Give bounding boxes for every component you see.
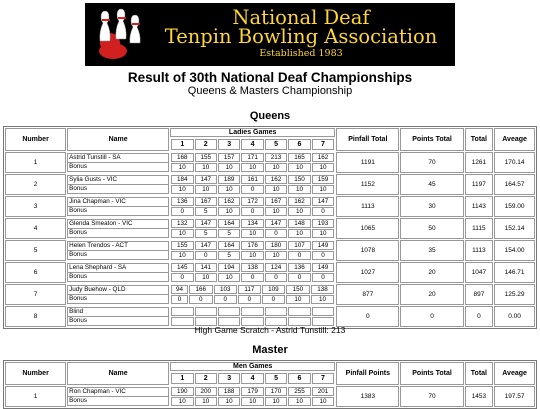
game-bonus: 5 bbox=[195, 229, 217, 238]
game-score: 180 bbox=[265, 241, 287, 250]
banner-title-line1: National Deaf bbox=[232, 6, 370, 29]
game-number: 6 bbox=[288, 139, 310, 150]
pinfall-value: 1152 bbox=[336, 174, 399, 195]
high-game-note: High Game Scratch - Astrid Tunstill: 213 bbox=[194, 325, 346, 335]
table-row bbox=[5, 174, 535, 195]
game-score: 161 bbox=[241, 175, 263, 184]
col-total-header: Total bbox=[465, 128, 494, 151]
game-score: 162 bbox=[218, 197, 240, 206]
total-value: 1453 bbox=[465, 386, 494, 407]
game-score: 167 bbox=[265, 197, 287, 206]
game-bonus: 0 bbox=[265, 229, 287, 238]
bowler-name: Helen Trendos - ACT bbox=[68, 242, 169, 251]
col-number-header: Number bbox=[5, 128, 66, 151]
game-bonus: 10 bbox=[288, 185, 310, 194]
points-value: 50 bbox=[400, 218, 463, 239]
col-name-header: Name bbox=[67, 362, 169, 385]
game-bonus: 0 bbox=[171, 273, 193, 282]
game-bonus: 10 bbox=[195, 397, 217, 406]
game-number: 3 bbox=[218, 373, 240, 384]
game-bonus: 10 bbox=[195, 273, 217, 282]
page-subtitle: Queens & Masters Championship bbox=[187, 85, 353, 97]
col-number-header: Number bbox=[5, 362, 66, 385]
bonus-label: Bonus bbox=[68, 251, 169, 260]
game-score: 149 bbox=[312, 241, 335, 250]
points-value: 20 bbox=[400, 262, 463, 283]
points-value: 70 bbox=[400, 152, 463, 173]
bonus-label: Bonus bbox=[68, 317, 169, 326]
pinfall-value: 1027 bbox=[336, 262, 399, 283]
game-bonus: 10 bbox=[171, 163, 193, 172]
row-number: 1 bbox=[5, 386, 66, 407]
game-bonus: 0 bbox=[189, 295, 213, 304]
game-score: 168 bbox=[171, 153, 193, 162]
bowler-name: Blind bbox=[68, 308, 169, 317]
pinfall-value: 877 bbox=[336, 284, 399, 305]
game-bonus: 10 bbox=[241, 397, 263, 406]
bonus-label: Bonus bbox=[68, 163, 169, 172]
bowler-name: Ron Chapman - VIC bbox=[68, 388, 169, 397]
game-bonus: 10 bbox=[312, 397, 335, 406]
game-bonus: 5 bbox=[218, 251, 240, 260]
game-bonus: 10 bbox=[288, 207, 310, 216]
game-bonus: 10 bbox=[171, 185, 193, 194]
game-score: 255 bbox=[288, 387, 310, 396]
game-bonus: 10 bbox=[312, 163, 335, 172]
game-number: 5 bbox=[265, 373, 287, 384]
game-bonus: 5 bbox=[195, 207, 217, 216]
game-bonus: 10 bbox=[195, 185, 217, 194]
game-bonus: 10 bbox=[312, 185, 335, 194]
game-score bbox=[288, 307, 310, 316]
table-row bbox=[5, 218, 535, 239]
game-bonus: 0 bbox=[288, 251, 310, 260]
pinfall-value: 1383 bbox=[336, 386, 399, 407]
average-value: 0.00 bbox=[494, 306, 535, 327]
game-number: 1 bbox=[171, 139, 193, 150]
banner-title-line2: Tenpin Bowling Association bbox=[164, 25, 438, 48]
bowler-name: Judy Buehow - QLD bbox=[68, 286, 169, 295]
game-score: 164 bbox=[218, 241, 240, 250]
game-bonus: 10 bbox=[312, 229, 335, 238]
points-value: 30 bbox=[400, 196, 463, 217]
bowler-name: Jina Chapman - VIC bbox=[68, 198, 169, 207]
game-bonus: 0 bbox=[312, 251, 335, 260]
banner-established: Established 1983 bbox=[259, 48, 343, 59]
bonus-label: Bonus bbox=[68, 229, 169, 238]
game-bonus: 0 bbox=[312, 273, 335, 282]
game-bonus: 10 bbox=[241, 251, 263, 260]
game-score: 172 bbox=[241, 197, 263, 206]
table-row bbox=[5, 196, 535, 217]
total-value: 1047 bbox=[465, 262, 494, 283]
game-number: 6 bbox=[288, 373, 310, 384]
table-row bbox=[5, 262, 535, 283]
bowler-name: Sylia Gusts - VIC bbox=[68, 176, 169, 185]
game-bonus: 10 bbox=[288, 229, 310, 238]
game-number: 2 bbox=[195, 373, 217, 384]
average-value: 146.71 bbox=[494, 262, 535, 283]
game-score: 134 bbox=[241, 219, 263, 228]
total-value: 1113 bbox=[465, 240, 494, 261]
average-value: 197.57 bbox=[494, 386, 535, 407]
table-row bbox=[5, 284, 535, 305]
game-score: 103 bbox=[214, 285, 238, 294]
game-bonus: 10 bbox=[311, 295, 335, 304]
game-score: 155 bbox=[171, 241, 193, 250]
total-value: 897 bbox=[465, 284, 494, 305]
table-row bbox=[5, 240, 535, 261]
game-score: 164 bbox=[218, 219, 240, 228]
game-score: 179 bbox=[241, 387, 263, 396]
points-value: 0 bbox=[400, 306, 463, 327]
game-number: 7 bbox=[312, 139, 335, 150]
queens-results-table bbox=[3, 126, 537, 329]
master-heading: Master bbox=[252, 344, 288, 356]
game-score: 213 bbox=[265, 153, 287, 162]
game-score bbox=[241, 307, 263, 316]
pinfall-value: 0 bbox=[336, 306, 399, 327]
game-score: 157 bbox=[218, 153, 240, 162]
pinfall-value: 1078 bbox=[336, 240, 399, 261]
bowler-name: Lena Shephard - SA bbox=[68, 264, 169, 273]
points-value: 45 bbox=[400, 174, 463, 195]
game-score: 107 bbox=[288, 241, 310, 250]
game-score: 147 bbox=[195, 241, 217, 250]
game-score: 148 bbox=[288, 219, 310, 228]
col-points-header: Points Total bbox=[400, 128, 463, 151]
game-score bbox=[265, 307, 287, 316]
game-bonus: 10 bbox=[265, 185, 287, 194]
game-bonus: 10 bbox=[171, 397, 193, 406]
game-score: 138 bbox=[311, 285, 335, 294]
game-bonus: 5 bbox=[218, 229, 240, 238]
game-score: 145 bbox=[171, 263, 193, 272]
average-value: 125.29 bbox=[494, 284, 535, 305]
game-number: 7 bbox=[312, 373, 335, 384]
game-score: 171 bbox=[241, 153, 263, 162]
game-bonus: 10 bbox=[286, 295, 310, 304]
average-value: 170.14 bbox=[494, 152, 535, 173]
bonus-label: Bonus bbox=[68, 273, 169, 282]
total-value: 1143 bbox=[465, 196, 494, 217]
pinfall-value: 1191 bbox=[336, 152, 399, 173]
game-score: 162 bbox=[265, 175, 287, 184]
game-bonus: 0 bbox=[195, 251, 217, 260]
game-score: 147 bbox=[195, 175, 217, 184]
game-bonus: 0 bbox=[171, 207, 193, 216]
game-score: 193 bbox=[312, 219, 335, 228]
average-value: 154.00 bbox=[494, 240, 535, 261]
row-number: 2 bbox=[5, 174, 66, 195]
bowling-pins-icon bbox=[91, 7, 149, 63]
game-number: 4 bbox=[241, 139, 263, 150]
page-title: Result of 30th National Deaf Championships bbox=[127, 70, 413, 85]
table-row bbox=[5, 386, 535, 407]
bonus-label: Bonus bbox=[68, 397, 169, 406]
game-score: 165 bbox=[288, 153, 310, 162]
total-value: 0 bbox=[465, 306, 494, 327]
game-bonus: 0 bbox=[241, 273, 263, 282]
game-score: 141 bbox=[195, 263, 217, 272]
row-number: 8 bbox=[5, 306, 66, 327]
game-score: 176 bbox=[241, 241, 263, 250]
game-number: 5 bbox=[265, 139, 287, 150]
game-score: 109 bbox=[262, 285, 286, 294]
game-score: 150 bbox=[288, 175, 310, 184]
game-score: 147 bbox=[195, 219, 217, 228]
game-bonus: 10 bbox=[288, 163, 310, 172]
game-score: 138 bbox=[241, 263, 263, 272]
game-bonus: 10 bbox=[241, 163, 263, 172]
col-games-header: Men Games bbox=[233, 363, 273, 370]
game-score: 162 bbox=[312, 153, 335, 162]
game-bonus: 10 bbox=[218, 185, 240, 194]
row-number: 5 bbox=[5, 240, 66, 261]
col-pinfall-header: Pinfall Total bbox=[336, 128, 399, 151]
game-score bbox=[218, 307, 240, 316]
game-score: 170 bbox=[265, 387, 287, 396]
total-value: 1197 bbox=[465, 174, 494, 195]
table-row bbox=[5, 306, 535, 327]
game-bonus: 10 bbox=[218, 397, 240, 406]
game-bonus: 0 bbox=[265, 273, 287, 282]
game-number: 2 bbox=[195, 139, 217, 150]
row-number: 7 bbox=[5, 284, 66, 305]
game-bonus: 10 bbox=[171, 251, 193, 260]
game-score bbox=[195, 307, 217, 316]
game-score: 136 bbox=[288, 263, 310, 272]
game-bonus: 0 bbox=[171, 295, 188, 304]
game-score: 162 bbox=[288, 197, 310, 206]
row-number: 1 bbox=[5, 152, 66, 173]
average-value: 152.14 bbox=[494, 218, 535, 239]
points-value: 20 bbox=[400, 284, 463, 305]
master-results-table bbox=[3, 360, 537, 409]
game-score: 167 bbox=[195, 197, 217, 206]
pinfall-value: 1113 bbox=[336, 196, 399, 217]
total-value: 1261 bbox=[465, 152, 494, 173]
pinfall-value: 1065 bbox=[336, 218, 399, 239]
bowler-name: Glenda Smeaton - VIC bbox=[68, 220, 169, 229]
col-name-header: Name bbox=[67, 128, 169, 151]
row-number: 4 bbox=[5, 218, 66, 239]
bonus-label: Bonus bbox=[68, 295, 169, 304]
game-score bbox=[171, 307, 193, 316]
game-bonus: 10 bbox=[265, 397, 287, 406]
game-bonus: 10 bbox=[241, 229, 263, 238]
queens-heading: Queens bbox=[249, 110, 291, 122]
game-bonus: 10 bbox=[265, 163, 287, 172]
average-value: 159.00 bbox=[494, 196, 535, 217]
game-score: 201 bbox=[312, 387, 335, 396]
col-pinfall-header: Pinfall Points bbox=[336, 362, 399, 385]
game-bonus: 10 bbox=[218, 273, 240, 282]
game-score: 94 bbox=[171, 285, 188, 294]
game-score: 189 bbox=[218, 175, 240, 184]
game-bonus: 10 bbox=[218, 163, 240, 172]
table-row bbox=[5, 152, 535, 173]
game-score: 124 bbox=[265, 263, 287, 272]
game-score bbox=[312, 307, 335, 316]
game-score: 147 bbox=[265, 219, 287, 228]
col-games-header: Ladies Games bbox=[228, 129, 277, 136]
game-score: 155 bbox=[195, 153, 217, 162]
bonus-label: Bonus bbox=[68, 185, 169, 194]
col-points-header: Points Total bbox=[400, 362, 463, 385]
game-score: 117 bbox=[238, 285, 261, 294]
total-value: 1115 bbox=[465, 218, 494, 239]
game-score: 147 bbox=[312, 197, 335, 206]
game-score: 150 bbox=[286, 285, 310, 294]
game-bonus: 0 bbox=[288, 273, 310, 282]
average-value: 164.57 bbox=[494, 174, 535, 195]
points-value: 35 bbox=[400, 240, 463, 261]
game-bonus: 0 bbox=[238, 295, 261, 304]
game-bonus: 10 bbox=[265, 207, 287, 216]
game-bonus: 10 bbox=[171, 229, 193, 238]
game-score: 184 bbox=[171, 175, 193, 184]
game-score: 149 bbox=[312, 263, 335, 272]
bonus-label: Bonus bbox=[68, 207, 169, 216]
game-score: 136 bbox=[171, 197, 193, 206]
game-bonus: 0 bbox=[214, 295, 238, 304]
game-bonus: 10 bbox=[218, 207, 240, 216]
game-bonus: 10 bbox=[288, 397, 310, 406]
game-bonus: 0 bbox=[312, 207, 335, 216]
header-banner bbox=[85, 3, 455, 66]
points-value: 70 bbox=[400, 386, 463, 407]
game-score: 188 bbox=[218, 387, 240, 396]
col-average-header: Aveage bbox=[494, 128, 535, 151]
game-score: 200 bbox=[195, 387, 217, 396]
game-bonus: 0 bbox=[241, 207, 263, 216]
game-score: 132 bbox=[171, 219, 193, 228]
game-score: 166 bbox=[189, 285, 213, 294]
game-score: 194 bbox=[218, 263, 240, 272]
game-score: 159 bbox=[312, 175, 335, 184]
game-bonus: 0 bbox=[262, 295, 286, 304]
col-average-header: Aveage bbox=[494, 362, 535, 385]
row-number: 3 bbox=[5, 196, 66, 217]
row-number: 6 bbox=[5, 262, 66, 283]
bowler-name: Astrid Tunstill - SA bbox=[68, 154, 169, 163]
col-total-header: Total bbox=[465, 362, 494, 385]
game-score: 190 bbox=[171, 387, 193, 396]
game-bonus: 0 bbox=[241, 185, 263, 194]
game-number: 3 bbox=[218, 139, 240, 150]
game-number: 4 bbox=[241, 373, 263, 384]
game-bonus: 10 bbox=[195, 163, 217, 172]
game-number: 1 bbox=[171, 373, 193, 384]
game-bonus: 10 bbox=[265, 251, 287, 260]
